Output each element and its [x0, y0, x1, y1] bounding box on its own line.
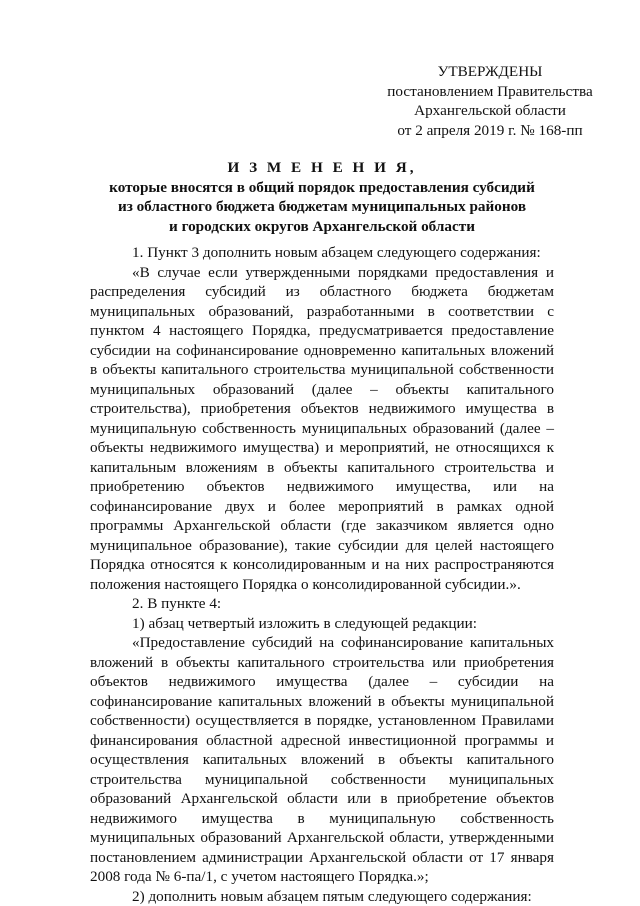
paragraph-item-1-text: «В случае если утвержденными порядками предоставления и распределения субсидий из областного бюджета бюджетам муниципальных образований, разработанными в соответствии с пунктом 4 настоящего Порядка, предусматривается предоставление субсидии на софинансирование одновременно капитальных вложений в объекты капитального строительства муниципальной собственности муниципальных образований (далее – объекты капитального строительства), приобретения объектов недвижимого имущества в муниципальную собственность муниципальных образований (далее – объекты недвижимого имущества) и мероприятий, не относящихся к капитальным вложениям в объекты капитального строительства и приобретению объектов недвижимого имущества, или на софинансирование двух и более мероприятий в рамках одной программы Архангельской области (где заказчиком является одно муниципальное образование), такие субсидии для целей настоящего Порядка относятся к консолидированным и на них распространяются положения настоящего Порядка о консолидированной субсидии.».: [90, 263, 554, 595]
approval-authority: постановлением Правительства: [380, 82, 600, 102]
approval-title: УТВЕРЖДЕНЫ: [380, 62, 600, 82]
approval-region: Архангельской области: [380, 101, 600, 121]
paragraph-item-2: 2. В пункте 4:: [90, 594, 554, 614]
title-heading: И З М Е Н Е Н И Я,: [90, 158, 554, 178]
approval-stamp: [380, 62, 600, 140]
document-body: [90, 243, 554, 906]
title-line-3: и городских округов Архангельской области: [90, 217, 554, 237]
title-line-2: из областного бюджета бюджетам муниципальных районов: [90, 197, 554, 217]
approval-date-number: от 2 апреля 2019 г. № 168-пп: [380, 121, 600, 141]
title-line-1: которые вносятся в общий порядок предоставления субсидий: [90, 178, 554, 198]
paragraph-subitem-1: 1) абзац четвертый изложить в следующей редакции:: [90, 614, 554, 634]
document-title: [90, 158, 554, 236]
paragraph-subitem-2: 2) дополнить новым абзацем пятым следующего содержания:: [90, 887, 554, 906]
paragraph-subitem-1-text: «Предоставление субсидий на софинансирование капитальных вложений в объекты капитального строительства или приобретения объектов недвижимого имущества (далее – субсидии на софинансирование капитальных вложений в объекты муниципальной собственности) осуществляется в порядке, установленном Правилами финансирования областной адресной инвестиционной программы и осуществления капитальных вложений в объекты капитального строительства муниципальной собственности муниципальных образований Архангельской области или в приобретение объектов недвижимого имущества в муниципальную собственность муниципальных образований Архангельской области, утвержденными постановлением администрации Архангельской области от 17 января 2008 года № 6-па/1, с учетом настоящего Порядка.»;: [90, 633, 554, 887]
paragraph-item-1: 1. Пункт 3 дополнить новым абзацем следующего содержания:: [90, 243, 554, 263]
